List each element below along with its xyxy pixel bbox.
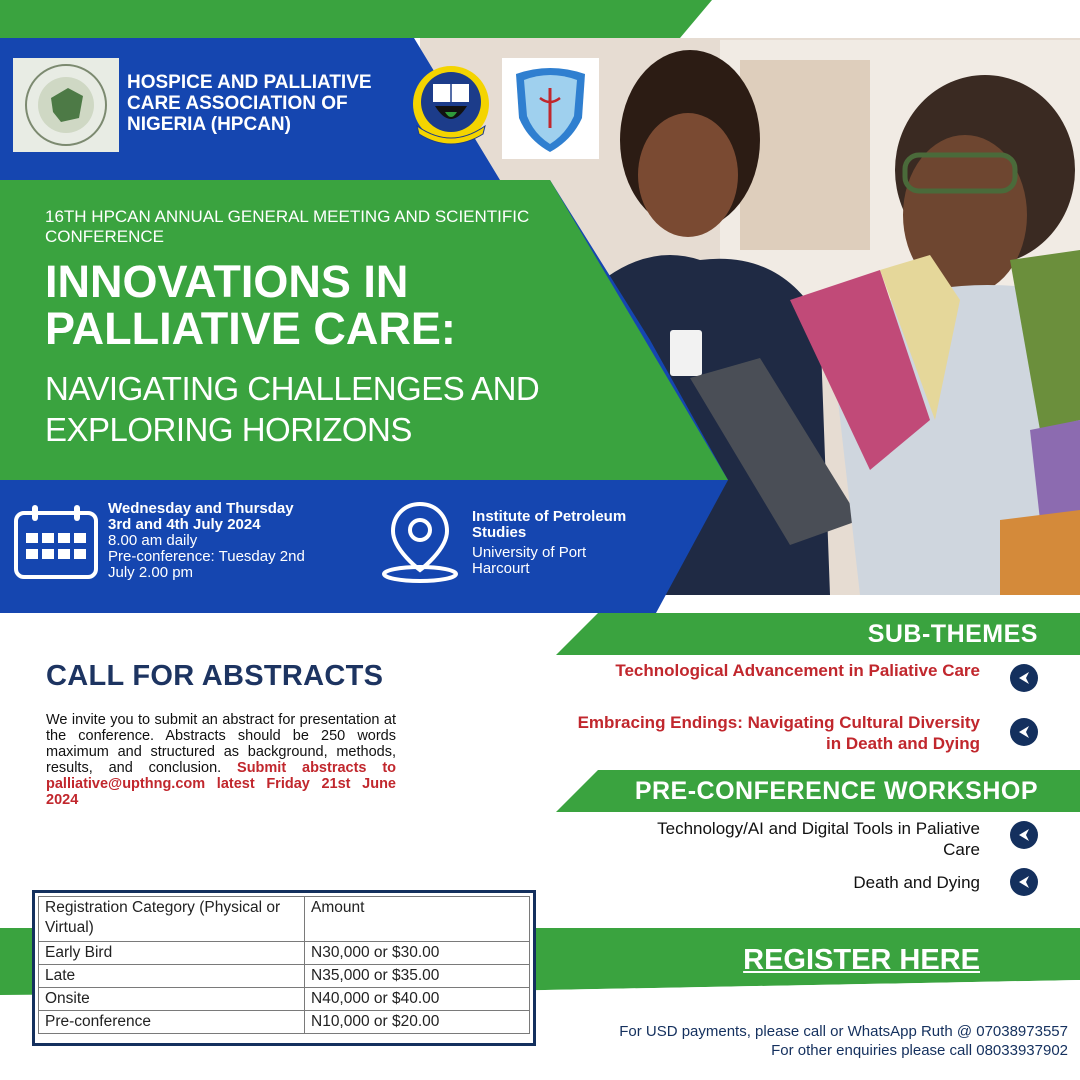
table-row — [39, 965, 530, 988]
agm-subtitle: 16TH HPCAN ANNUAL GENERAL MEETING AND SCIENTIFIC CONFERENCE — [45, 207, 530, 246]
location-pin-icon — [380, 500, 460, 589]
conference-subtitle: NAVIGATING CHALLENGES AND EXPLORING HORIZONS — [45, 370, 540, 448]
usd-payment-contact: For USD payments, please call or WhatsApp Ruth @ 07038973557 — [619, 1023, 1068, 1040]
conference-title: INNOVATIONS IN PALLIATIVE CARE: — [45, 256, 456, 354]
sub-theme-item-2: Embracing Endings: Navigating Cultural Diversity in Death and Dying — [577, 713, 980, 753]
organization-name: HOSPICE AND PALLIATIVE CARE ASSOCIATION OF NIGERIA (HPCAN) — [127, 72, 372, 135]
sub-theme-2-arrow-icon[interactable] — [1010, 718, 1038, 746]
call-for-abstracts-body — [46, 712, 396, 808]
table-row — [39, 942, 530, 965]
sub-theme-1-arrow-icon[interactable] — [1010, 664, 1038, 692]
workshop-2-arrow-icon[interactable] — [1010, 868, 1038, 896]
register-here-link[interactable]: REGISTER HERE — [743, 944, 980, 976]
sub-themes-heading: SUB-THEMES — [867, 620, 1038, 648]
table-row — [39, 988, 530, 1011]
table-cell: N30,000 or $30.00 — [305, 942, 530, 965]
preconference-time: Pre-conference: Tuesday 2nd July 2.00 pm — [108, 548, 305, 581]
submission-deadline: Submit abstracts to palliative@upthng.com latest Friday 21st June 2024 — [46, 760, 397, 808]
top-green-band — [0, 0, 712, 38]
sub-theme-item-1: Technological Advancement in Paliative Care — [615, 661, 980, 680]
enquiries-contact: For other enquiries please call 08033937902 — [771, 1042, 1068, 1059]
table-cell: N35,000 or $35.00 — [305, 965, 530, 988]
workshop-item-1: Technology/AI and Digital Tools in Paliative Care — [657, 819, 980, 859]
call-body-text: We invite you to submit an abstract for presentation at the conference. Abstracts should be 250 words maximum and structured as background, methods, results, and conclusion. — [46, 712, 396, 776]
event-time: 8.00 am daily — [108, 532, 198, 549]
university-seal-logo — [405, 62, 497, 148]
table-cell: Early Bird — [39, 942, 305, 965]
table-header-row — [39, 897, 530, 942]
call-for-abstracts-title: CALL FOR ABSTRACTS — [46, 660, 384, 692]
calendar-icon — [14, 503, 98, 584]
workshop-item-2: Death and Dying — [853, 873, 980, 892]
table-cell: Onsite — [39, 988, 305, 1011]
event-days: Wednesday and Thursday — [108, 500, 294, 517]
hospital-shield-logo — [502, 58, 599, 159]
table-header-category: Registration Category (Physical or Virtual) — [39, 897, 305, 942]
table-header-amount: Amount — [305, 897, 530, 942]
hpcan-logo — [13, 58, 119, 152]
table-cell: N10,000 or $20.00 — [305, 1011, 530, 1034]
workshop-heading: PRE-CONFERENCE WORKSHOP — [634, 777, 1038, 805]
table-cell: N40,000 or $40.00 — [305, 988, 530, 1011]
event-date-block — [108, 501, 348, 581]
venue-university: University of Port Harcourt — [472, 544, 587, 577]
table-row — [39, 1011, 530, 1034]
table-cell: Pre-conference — [39, 1011, 305, 1034]
venue-institute: Institute of Petroleum Studies — [472, 508, 627, 541]
registration-table — [32, 890, 536, 1046]
venue-block — [472, 509, 642, 577]
event-dates: 3rd and 4th July 2024 — [108, 516, 261, 533]
workshop-1-arrow-icon[interactable] — [1010, 821, 1038, 849]
table-cell: Late — [39, 965, 305, 988]
